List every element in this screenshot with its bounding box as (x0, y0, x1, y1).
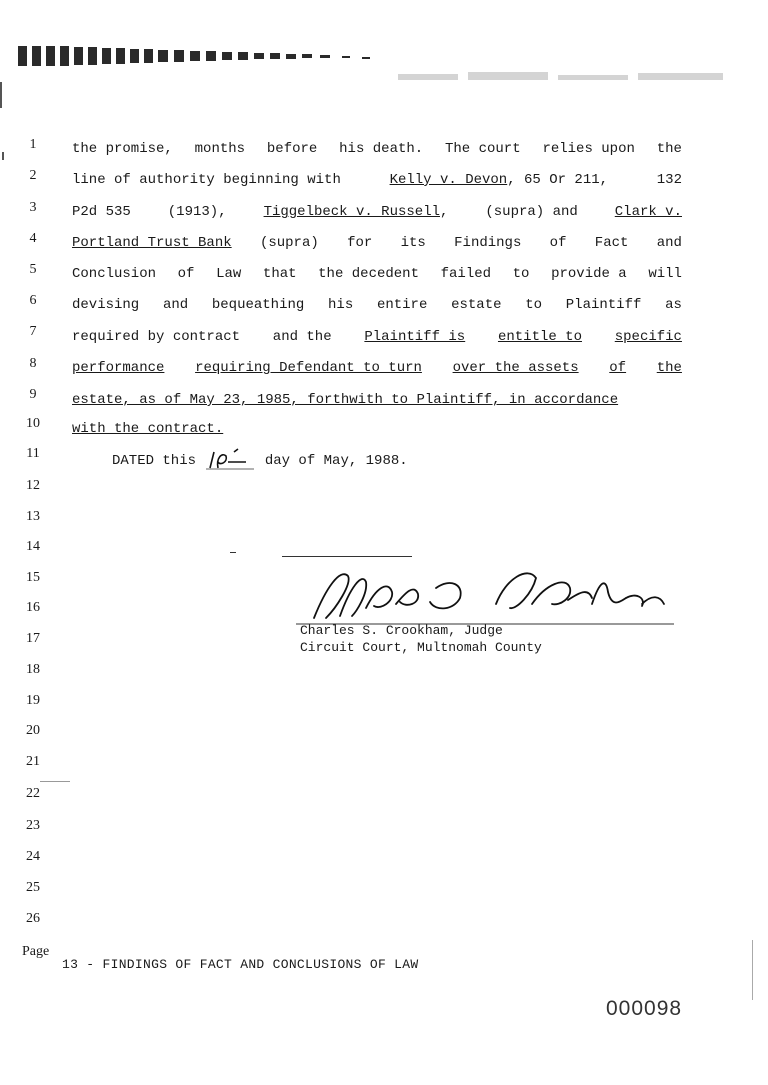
line-number: 9 (29, 387, 37, 402)
line-number: 16 (26, 600, 40, 615)
text-segment: bequeathing (211, 297, 305, 313)
underlined-text: estate, as of May 23, 1985, forthwith to Plaintiff, in accordance (72, 392, 619, 408)
line-number: 4 (29, 231, 37, 246)
underlined-text: Plaintiff is (364, 329, 466, 345)
text-segment: Findings (454, 235, 522, 251)
line-number: 2 (29, 168, 37, 183)
text-segment: relies upon (542, 141, 635, 157)
case-citation: Portland Trust Bank (72, 235, 232, 251)
text-segment: will (648, 266, 682, 282)
line-number: 12 (26, 478, 40, 493)
case-citation: Clark v. (614, 204, 682, 220)
text-segment: that (262, 266, 297, 282)
day-suffix (234, 442, 245, 460)
page-label: Page (22, 944, 50, 959)
text-segment: Fact (594, 235, 629, 251)
text-segment: of (549, 235, 567, 251)
scan-header-marks (16, 40, 376, 72)
line-number: 22 (26, 786, 40, 801)
text-line (72, 296, 682, 314)
text-line (72, 420, 682, 438)
dated-suffix: day of May, 1988. (264, 453, 408, 469)
underlined-text: over the assets (452, 360, 579, 376)
text-segment: P2d 535 (72, 204, 131, 220)
text-line (72, 359, 682, 377)
line-number: 13 (26, 509, 40, 524)
text-segment: his (328, 297, 354, 313)
text-line (72, 140, 682, 158)
text-segment: Conclusion (72, 266, 157, 282)
underlined-text: the (656, 360, 682, 376)
line-number: 10 (26, 416, 40, 431)
text-segment: and (162, 297, 189, 313)
underlined-text: of (609, 360, 627, 376)
line-number: 11 (26, 446, 40, 461)
text-segment: (1913), (167, 204, 227, 220)
text-segment: its (400, 235, 426, 251)
text-segment: required by contract (72, 329, 241, 345)
scan-dash (230, 552, 236, 553)
scan-edge-mark (0, 82, 2, 108)
scan-edge-mark (752, 940, 753, 1000)
line-number: 8 (29, 356, 37, 371)
text-line (72, 203, 682, 221)
footer-title: 13 - FINDINGS OF FACT AND CONCLUSIONS OF LAW (62, 957, 419, 972)
line-number: 1 (29, 137, 37, 152)
text-segment: the decedent (318, 266, 419, 282)
line-number: 19 (26, 693, 40, 708)
line-number: 7 (29, 324, 37, 339)
text-segment: of (177, 266, 195, 282)
text-segment: The court (445, 141, 521, 157)
line-number: 21 (26, 754, 40, 769)
text-segment: 132 (656, 172, 682, 188)
text-segment: and (656, 235, 682, 251)
text-line (72, 171, 682, 189)
text-segment: (supra) and (485, 204, 578, 220)
signatory-name: Charles S. Crookham, Judge (300, 623, 503, 638)
line-number: 25 (26, 880, 40, 895)
scan-dash (40, 781, 70, 782)
text-segment: months (194, 141, 246, 157)
text-segment: to (525, 297, 543, 313)
text-line (72, 234, 682, 252)
text-segment: the promise, (72, 141, 173, 157)
line-number: 17 (26, 631, 40, 646)
text-segment: the (656, 141, 682, 157)
text-segment: line of authority beginning with (72, 172, 341, 188)
text-segment: entire (376, 297, 428, 313)
underlined-text: requiring Defendant to turn (195, 360, 422, 376)
underlined-text: with the contract. (72, 421, 224, 437)
text-segment: devising (72, 297, 140, 313)
text-line (72, 328, 682, 346)
scan-edge-mark (2, 152, 4, 160)
scan-smudge (398, 66, 728, 88)
text-line (72, 265, 682, 283)
text-segment: before (266, 141, 318, 157)
line-number: 18 (26, 662, 40, 677)
dated-line (112, 452, 408, 470)
text-segment: failed (440, 266, 492, 282)
line-number: 6 (29, 293, 37, 308)
text-segment: his death. (339, 141, 424, 157)
text-segment: to (512, 266, 530, 282)
text-segment: provide a (551, 266, 627, 282)
line-number: 15 (26, 570, 40, 585)
text-segment: for (347, 235, 373, 251)
dated-prefix: DATED this (112, 453, 197, 469)
signatory-court: Circuit Court, Multnomah County (300, 640, 542, 655)
line-number: 23 (26, 818, 40, 833)
underlined-text: specific (614, 329, 682, 345)
judge-signature (296, 548, 676, 628)
case-citation-group (264, 203, 449, 221)
case-citation-group (390, 171, 608, 189)
text-line (72, 391, 682, 409)
text-segment: as (665, 297, 682, 313)
case-citation: Kelly v. Devon (389, 172, 508, 188)
text-segment: (supra) (259, 235, 319, 251)
text-segment: and the (272, 329, 332, 345)
bates-number: 000098 (606, 997, 683, 1020)
day-value (210, 450, 232, 468)
line-number: 24 (26, 849, 40, 864)
line-number: 5 (29, 262, 37, 277)
text-segment: estate (451, 297, 502, 313)
text-segment: Law (216, 266, 242, 282)
handwritten-day (204, 452, 256, 470)
underlined-text: entitle to (497, 329, 582, 345)
underlined-text: performance (72, 360, 165, 376)
line-number: 14 (26, 539, 40, 554)
case-citation: Tiggelbeck v. Russell (263, 204, 440, 220)
text-segment: , 65 Or 211, (507, 172, 609, 188)
text-segment: Plaintiff (565, 297, 642, 313)
line-number: 3 (29, 200, 37, 215)
line-number: 20 (26, 723, 40, 738)
line-number: 26 (26, 911, 40, 926)
text-segment: , (440, 204, 449, 220)
